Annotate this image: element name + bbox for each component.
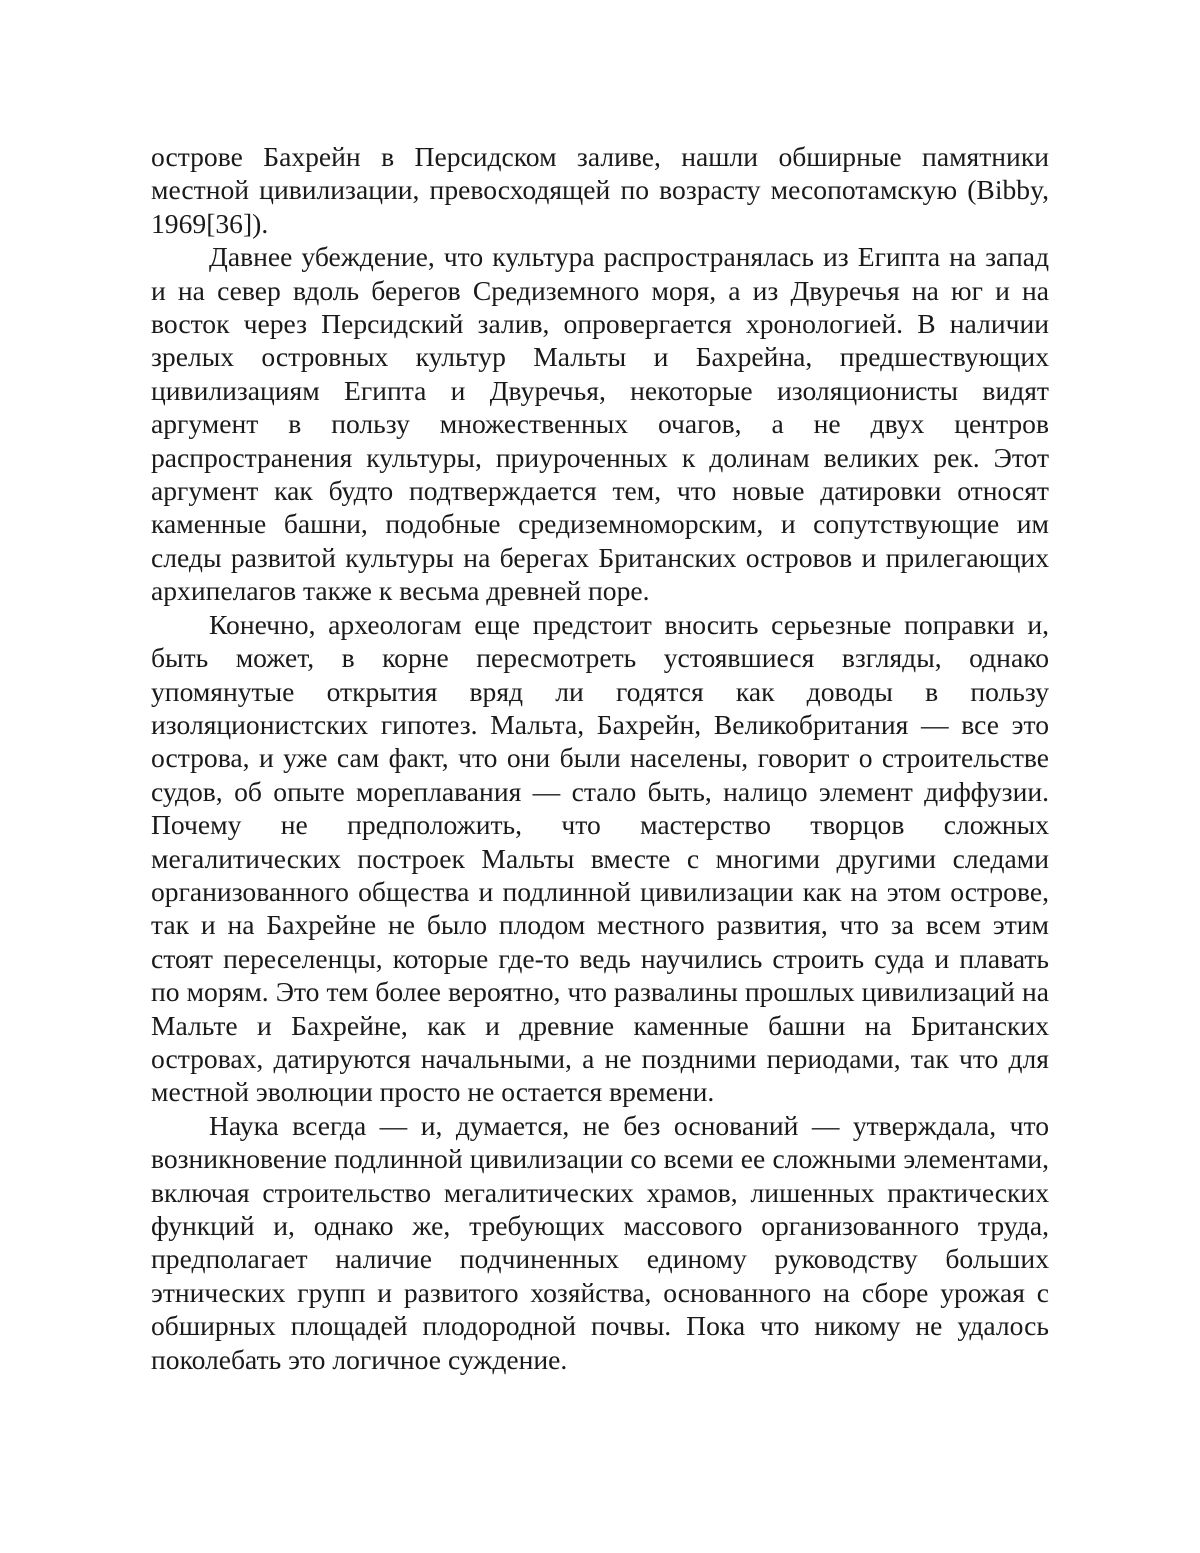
paragraph-science-civilization: Наука всегда — и, думается, не без оснований — утверждала, что возникновение подлинной цивилизации со всеми ее сложными элементами, включая строительство мегалитических храмов, лишенных практических функций и, однако же, требующих массового организованного труда, предполагает наличие подчиненных единому руководству больших этнических групп и развитого хозяйства, основанного на сборе урожая с обширных площадей плодородной почвы. Пока что никому не удалось поколебать это логичное суждение. — [151, 1109, 1049, 1376]
paragraph-diffusion-belief: Давнее убеждение, что культура распространялась из Египта на запад и на север вдоль берегов Средиземного моря, а из Двуречья на юг и на восток через Персидский залив, опровергается хронологией. В наличии зрелых островных культур Мальты и Бахрейна, предшествующих цивилизациям Египта и Двуречья, некоторые изоляционисты видят аргумент в пользу множественных очагов, а не двух центров распространения культуры, приуроченных к долинам великих рек. Этот аргумент как будто подтверждается тем, что новые датировки относят каменные башни, подобные средиземноморским, и сопутствующие им следы развитой культуры на берегах Британских островов и прилегающих архипелагов также к весьма древней поре. — [151, 240, 1049, 607]
paragraph-archaeology-corrections: Конечно, археологам еще предстоит вносить серьезные поправки и, быть может, в корне пересмотреть устоявшиеся взгляды, однако упомянутые открытия вряд ли годятся как доводы в пользу изоляционистских гипотез. Мальта, Бахрейн, Великобритания — все это острова, и уже сам факт, что они были населены, говорит о строительстве судов, об опыте мореплавания — стало быть, налицо элемент диффузии. Почему не предположить, что мастерство творцов сложных мегалитических построек Мальты вместе с многими другими следами организованного общества и подлинной цивилизации как на этом острове, так и на Бахрейне не было плодом местного развития, что за всем этим стоят переселенцы, которые где-то ведь научились строить суда и плавать по морям. Это тем более вероятно, что развалины прошлых цивилизаций на Мальте и Бахрейне, как и древние каменные башни на Британских островах, датируются начальными, а не поздними периодами, так что для местной эволюции просто не остается времени. — [151, 608, 1049, 1109]
page-text-block — [151, 140, 1049, 1376]
paragraph-continued: острове Бахрейн в Персидском заливе, нашли обширные памятники местной цивилизации, превосходящей по возрасту месопотамскую (Bibby, 1969[36]). — [151, 140, 1049, 240]
